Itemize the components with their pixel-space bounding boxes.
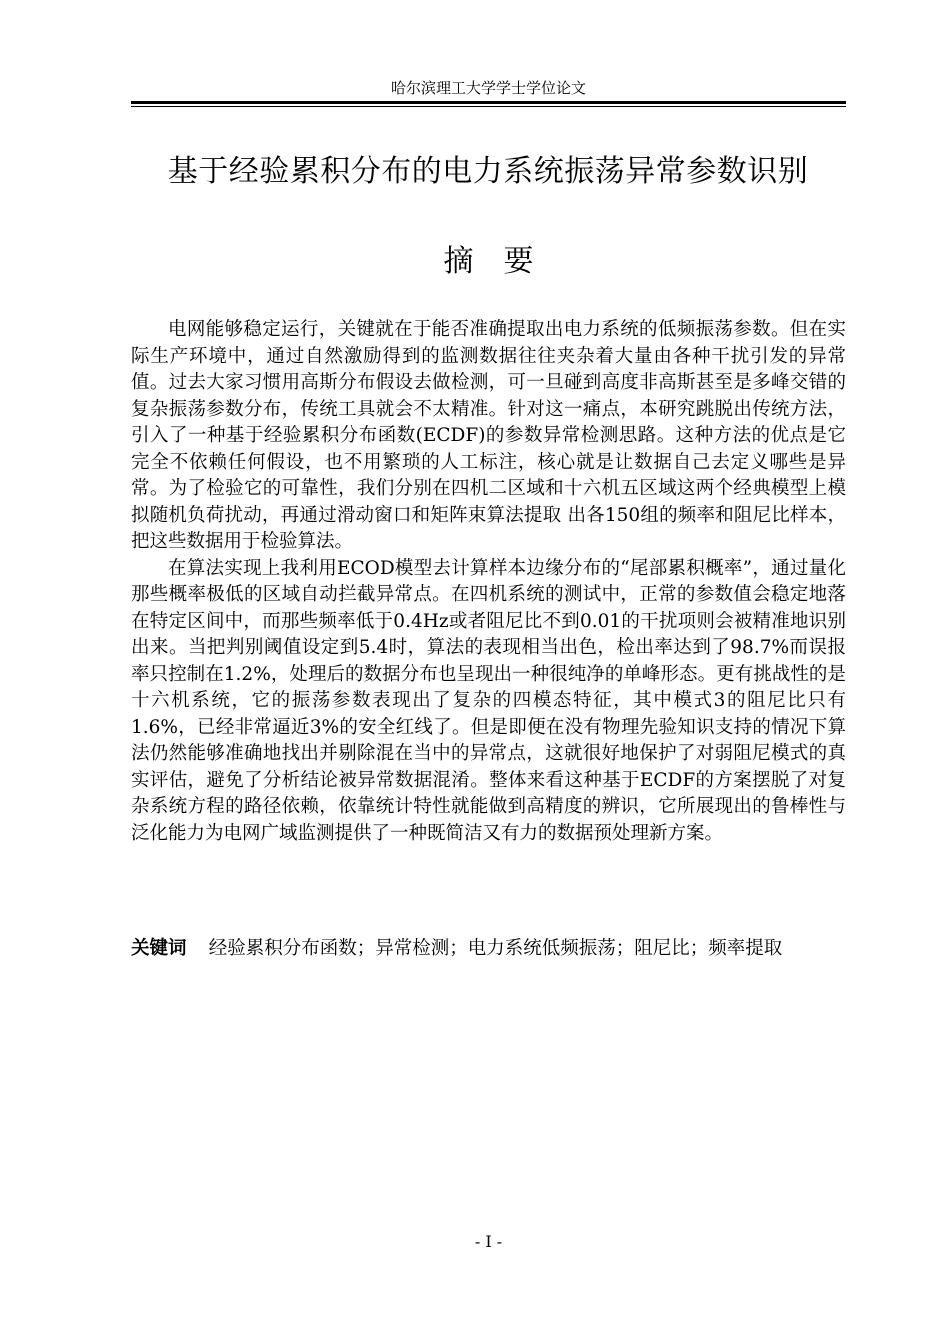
header-rule-thick xyxy=(131,101,846,104)
page-number: - I - xyxy=(474,1232,503,1251)
abstract-body xyxy=(131,317,846,847)
header-rule-thin xyxy=(131,106,846,107)
keywords-text: 经验累积分布函数；异常检测；电力系统低频振荡；阻尼比；频率提取 xyxy=(208,938,783,959)
thesis-title: 基于经验累积分布的电力系统振荡异常参数识别 xyxy=(167,154,809,189)
abstract-paragraph-2: 在算法实现上我利用ECOD模型去计算样本边缘分布的“尾部累积概率”，通过量化那些概率极低的区域自动拦截异常点。在四机系统的测试中，正常的参数值会稳定地落在特定区间中，而那些频率低于0.4Hz或者阻尼比不到0.01的干扰项则会被精准地识别出来。当把判别阈值设定到5.4时，算法的表现相当出色，检出率达到了98.7%而误报率只控制在1.2%，处理后的数据分布也呈现出一种很纯净的单峰形态。更有挑战性的是十六机系统，它的振荡参数表现出了复杂的四模态特征，其中模式3的阻尼比只有1.6%，已经非常逼近3%的安全红线了。但是即便在没有物理先验知识支持的情况下算法仍然能够准确地找出并剔除混在当中的异常点，这就很好地保护了对弱阻尼模式的真实评估，避免了分析结论被异常数据混淆。整体来看这种基于ECDF的方案摆脱了对复杂系统方程的路径依赖，依靠统计特性就能做到高精度的辨识，它所展现出的鲁棒性与泛化能力为电网广域监测提供了一种既简洁又有力的数据预处理新方案。 xyxy=(131,557,846,844)
keywords xyxy=(131,936,846,962)
abstract-paragraph-1: 电网能够稳定运行，关键就在于能否准确提取出电力系统的低频振荡参数。但在实际生产环境中，通过自然激励得到的监测数据往往夹杂着大量由各种干扰引发的异常值。过去大家习惯用高斯分布假设去做检测，可一旦碰到高度非高斯甚至是多峰交错的复杂振荡参数分布，传统工具就会不太精准。针对这一痛点，本研究跳脱出传统方法，引入了一种基于经验累积分布函数(ECDF)的参数异常检测思路。这种方法的优点是它完全不依赖任何假设，也不用繁琐的人工标注，核心就是让数据自己去定义哪些是异常。为了检验它的可靠性，我们分别在四机二区域和十六机五区域这两个经典模型上模拟随机负荷扰动，再通过滑动窗口和矩阵束算法提取 出各150组的频率和阻尼比样本，把这些数据用于检验算法。 xyxy=(131,319,846,552)
running-header: 哈尔滨理工大学学士学位论文 xyxy=(390,79,586,97)
abstract-heading: 摘要 xyxy=(443,244,564,279)
keywords-label: 关键词 xyxy=(131,938,187,959)
